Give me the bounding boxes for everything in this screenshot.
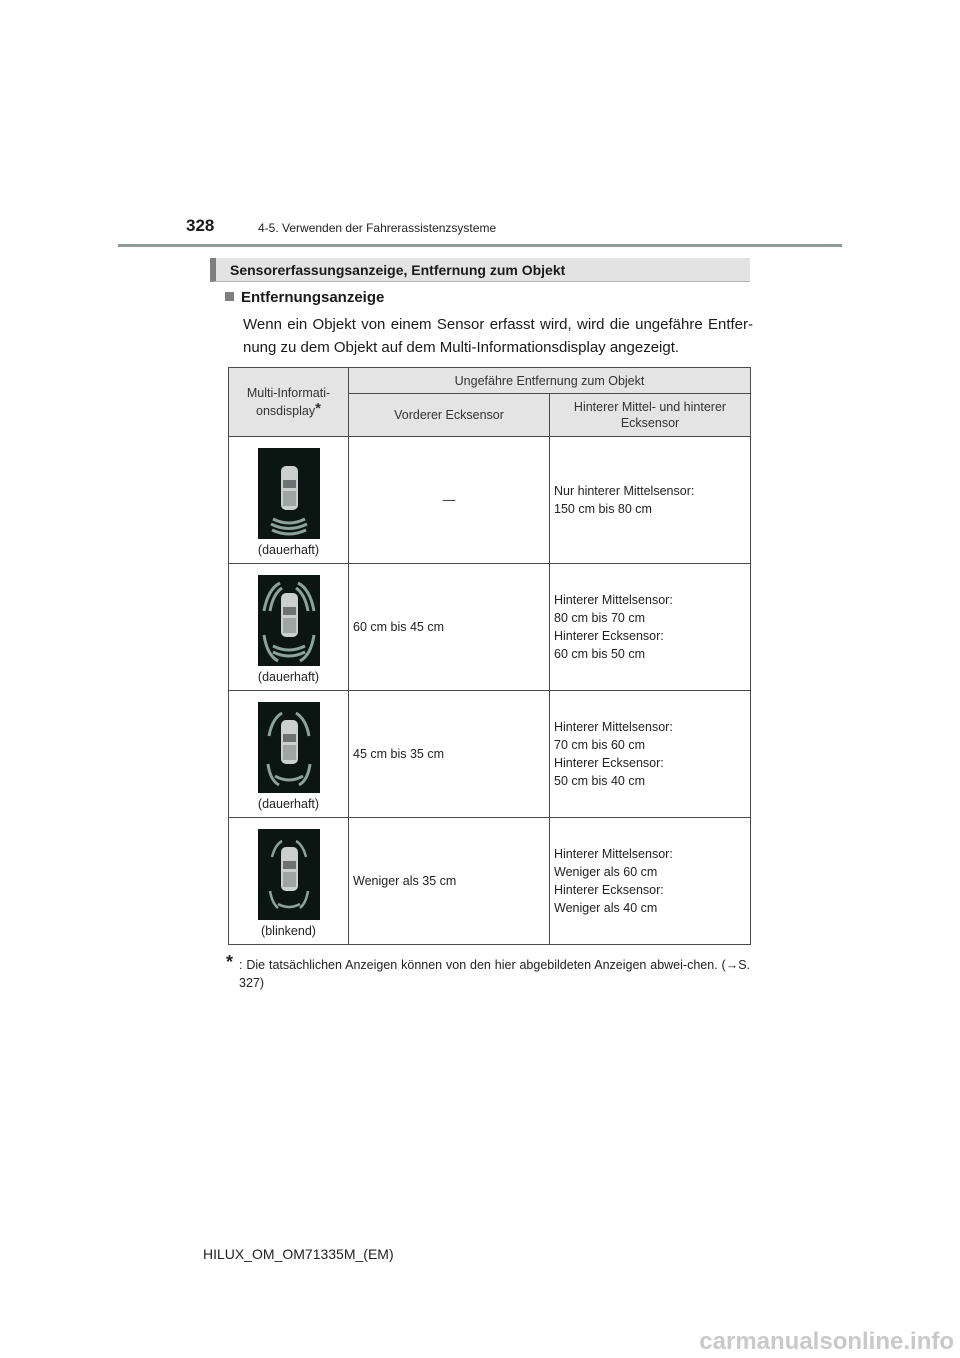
parking-sensor-display-one-arc-icon xyxy=(258,829,320,920)
rear-line: 60 cm bis 50 cm xyxy=(554,647,646,661)
table-row xyxy=(229,564,751,691)
table-row xyxy=(229,691,751,818)
footnote-marker: * xyxy=(226,952,234,972)
front-distance-cell: 45 cm bis 35 cm xyxy=(349,691,550,818)
rear-line: Hinterer Ecksensor: xyxy=(554,883,664,897)
rear-line: Hinterer Ecksensor: xyxy=(554,756,664,770)
front-distance-cell: 60 cm bis 45 cm xyxy=(349,564,550,691)
rear-line: Hinterer Ecksensor: xyxy=(554,629,664,643)
rear-line: 50 cm bis 40 cm xyxy=(554,774,646,788)
footnote-text: : Die tatsächlichen Anzeigen können von den hier abgebildeten Anzeigen abwei-chen. (→S. 327) xyxy=(239,958,750,990)
subsection-title: Entfernungsanzeige xyxy=(241,289,385,306)
parking-sensor-display-all-arcs-icon xyxy=(258,575,320,666)
rear-line: Weniger als 40 cm xyxy=(554,901,658,915)
rear-line: 80 cm bis 70 cm xyxy=(554,611,646,625)
footnote xyxy=(226,952,750,992)
parking-sensor-display-two-arcs-icon xyxy=(258,702,320,793)
page-number: 328 xyxy=(186,216,215,235)
footnote-marker: * xyxy=(315,400,321,417)
table-row xyxy=(229,818,751,945)
display-caption: (dauerhaft) xyxy=(257,797,320,811)
front-distance-cell: Weniger als 35 cm xyxy=(349,818,550,945)
display-cell xyxy=(229,437,349,564)
subsection-heading xyxy=(225,289,384,306)
rear-line: Hinterer Mittelsensor: xyxy=(554,847,673,861)
table-row xyxy=(229,437,751,564)
display-cell xyxy=(229,564,349,691)
display-cell xyxy=(229,818,349,945)
section-heading-bar xyxy=(210,258,750,282)
header-rear-sensors: Hinterer Mittel- und hinterer Ecksensor xyxy=(550,394,751,437)
rear-line: Weniger als 60 cm xyxy=(554,865,658,879)
rear-distance-cell xyxy=(550,564,751,691)
rear-line: Nur hinterer Mittelsensor: xyxy=(554,484,695,498)
section-title: Sensorerfassungsanzeige, Entfernung zum Objekt xyxy=(230,262,566,278)
rear-distance-cell xyxy=(550,437,751,564)
rear-distance-cell xyxy=(550,818,751,945)
rear-line: 150 cm bis 80 cm xyxy=(554,502,652,516)
intro-paragraph: Wenn ein Objekt von einem Sensor erfasst wird, wird die ungefähre Entfer-nung zu dem Objekt auf dem Multi-Informationsdisplay angezeigt. xyxy=(243,316,753,356)
watermark: carmanualsonline.info xyxy=(699,1328,954,1355)
header-display-label: Multi-Informati-onsdisplay xyxy=(246,386,331,418)
rear-line: Hinterer Mittelsensor: xyxy=(554,720,673,734)
square-bullet-icon xyxy=(225,292,234,301)
display-cell xyxy=(229,691,349,818)
rear-line: Hinterer Mittelsensor: xyxy=(554,593,673,607)
front-distance-cell: — xyxy=(349,437,550,564)
rear-line: 70 cm bis 60 cm xyxy=(554,738,646,752)
header-approx-distance: Ungefähre Entfernung zum Objekt xyxy=(349,368,751,394)
manual-code: HILUX_OM_OM71335M_(EM) xyxy=(203,1246,394,1262)
chapter-title: 4-5. Verwenden der Fahrerassistenzsysteme xyxy=(258,221,497,235)
display-caption: (blinkend) xyxy=(261,924,316,938)
header-front-corner-sensor: Vorderer Ecksensor xyxy=(349,394,550,437)
distance-table xyxy=(228,367,751,945)
display-caption: (dauerhaft) xyxy=(257,543,320,557)
header-divider xyxy=(118,244,842,247)
display-caption: (dauerhaft) xyxy=(257,670,320,684)
parking-sensor-display-rear-center-icon xyxy=(258,448,320,539)
header-multi-information-display xyxy=(229,368,349,437)
rear-distance-cell xyxy=(550,691,751,818)
